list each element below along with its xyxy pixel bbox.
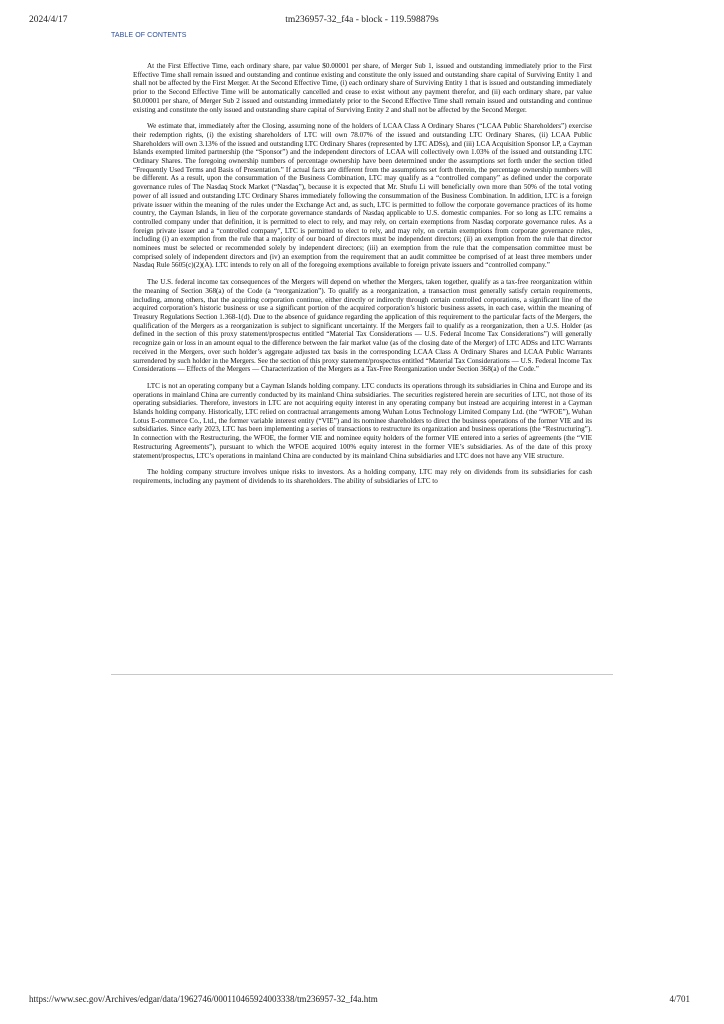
print-doc-title: tm236957-32_f4a - block - 119.598879s [285,15,439,25]
table-of-contents-link[interactable]: TABLE OF CONTENTS [111,32,187,39]
page-divider [111,674,613,675]
document-body [133,62,592,494]
print-page-number: 4/701 [669,994,690,1004]
paragraph-tax-consequences: The U.S. federal income tax consequences of the Mergers will depend on whether the Mergers, taken together, qualify as a tax-free reorganization within the meaning of Section 368(a) of the Code (a “reorganization”). To qualify as a reorganization, a transaction must generally satisfy certain requirements, including, among others, that the acquiring corporation continue, either directly or indirectly through certain controlled corporations, a significant line of the acquired corporation’s historic business or use a significant portion of the acquired corporation’s historic business assets, in each case, within the meaning of Treasury Regulations Section 1.368-1(d). Due to the absence of guidance regarding the application of this requirement to the particular facts of the Mergers, the qualification of the Mergers as a reorganization is subject to significant uncertainty. If the Mergers fail to qualify as a reorganization, then a U.S. Holder (as defined in the section of this proxy statement/prospectus entitled “Material Tax Considerations — U.S. Federal Income Tax Considerations”) will generally recognize gain or loss in an amount equal to the difference between the fair market value (as of the closing date of the Merger) of LTC ADSs and LTC Warrants received in the Mergers, over such holder’s aggregate adjusted tax basis in the corresponding LCAA Class A Ordinary Shares and LCAA Public Warrants surrendered by such holder in the Mergers. See the section of this proxy statement/prospectus entitled “Material Tax Considerations — U.S. Federal Income Tax Considerations — Effects of the Mergers — Characterization of the Mergers as a Tax-Free Reorganization under Section 368(a) of the Code.” [133,278,592,374]
paragraph-merger-effective-time: At the First Effective Time, each ordinary share, par value $0.00001 per share, of Merger Sub 1, issued and outstanding immediately prior to the First Effective Time shall remain issued and outstanding and continue existing and constitute the only issued and outstanding share capital of Surviving Entity 1 and shall not be affected by the First Merger. At the Second Effective Time, (i) each ordinary share of Surviving Entity 1 that is issued and outstanding immediately prior to the Second Effective Time will be automatically cancelled and cease to exist without any payment therefor, and (ii) each ordinary share, par value $0.00001 per share, of Merger Sub 2 issued and outstanding immediately prior to the Second Effective Time shall remain issued and outstanding and continue existing and constitute the only issued and outstanding share capital of Surviving Entity 2 and shall not be affected by the Second Merger. [133,62,592,114]
print-header [0,15,724,29]
paragraph-ownership-estimate: We estimate that, immediately after the Closing, assuming none of the holders of LCAA Class A Ordinary Shares (“LCAA Public Shareholders”) exercise their redemption rights, (i) the existing shareholders of LTC will own 78.07% of the issued and outstanding LTC Ordinary Shares, (ii) LCAA Public Shareholders will own 3.13% of the issued and outstanding LTC Ordinary Shares (represented by LTC ADSs), and (iii) LCA Acquisition Sponsor LP, a Cayman Islands exempted limited partnership (the “Sponsor”) and the independent directors of LCAA will collectively own 1.03% of the issued and outstanding LTC Ordinary Shares. The foregoing ownership numbers of percentage ownership have been determined under the assumptions set forth under the section titled “Frequently Used Terms and Basis of Presentation.” If actual facts are different from the assumptions set forth therein, the percentage ownership numbers will be different. As a result, upon the consummation of the Business Combination, LTC may qualify as a “controlled company” as defined under the corporate governance rules of The Nasdaq Stock Market (“Nasdaq”), because it is expected that Mr. Shufu Li will beneficially own more than 50% of the total voting power of all issued and outstanding LTC Ordinary Shares immediately following the consummation of the Business Combination. In addition, LTC is a foreign private issuer within the meaning of the rules under the Exchange Act and, as such, LTC is permitted to follow the corporate governance practices of its home country, the Cayman Islands, in lieu of the corporate governance standards of Nasdaq applicable to U.S. domestic companies. For so long as LTC remains a controlled company under that definition, it is permitted to elect to rely, and may rely, on certain exemptions from Nasdaq corporate governance rules. As a foreign private issuer and a “controlled company”, LTC is permitted to elect to rely, and may rely, on certain exemptions from corporate governance rules, including (i) an exemption from the rule that a majority of our board of directors must be independent directors; (ii) an exemption from the rule that director nominees must be selected or recommended solely by independent directors; (iii) an exemption from the rule that the compensation committee must be comprised solely of independent directors and (iv) an exemption from the requirement that an audit committee be comprised of at least three members under Nasdaq Rule 5605(c)(2)(A). LTC intends to rely on all of the foregoing exemptions available to foreign private issuers and “controlled company.” [133,122,592,270]
print-footer [0,994,724,1008]
print-url: https://www.sec.gov/Archives/edgar/data/1962746/000110465924003338/tm236957-32_f4a.htm [29,994,378,1004]
paragraph-holding-structure-risks: The holding company structure involves unique risks to investors. As a holding company, LTC may rely on dividends from its subsidiaries for cash requirements, including any payment of dividends to its shareholders. The ability of subsidiaries of LTC to [133,468,592,485]
print-date: 2024/4/17 [29,15,68,25]
paragraph-holding-company: LTC is not an operating company but a Cayman Islands holding company. LTC conducts its operations through its subsidiaries in China and Europe and its operations in mainland China are currently conducted by its mainland China subsidiaries. The securities registered herein are securities of LTC, not those of its operating subsidiaries. Therefore, investors in LTC are not acquiring equity interest in any operating company but instead are acquiring interest in a Cayman Islands holding company. Historically, LTC relied on contractual arrangements among Wuhan Lotus Technology Limited Company Ltd. (the “WFOE”), Wuhan Lotus E-commerce Co., Ltd., the former variable interest entity (“VIE”) and its nominee shareholders to direct the business operations of the former VIE and its subsidiaries. Since early 2023, LTC has been implementing a series of transactions to restructure its organization and business operations (the “Restructuring”). In connection with the Restructuring, the WFOE, the former VIE and nominee equity holders of the former VIE entered into a series of agreements (the “VIE Restructuring Agreements”), pursuant to which the WFOE acquired 100% equity interest in the former VIE’s subsidiaries. As of the date of this proxy statement/prospectus, LTC’s operations in mainland China are conducted by its mainland China subsidiaries and LTC does not have any VIE structure. [133,381,592,460]
